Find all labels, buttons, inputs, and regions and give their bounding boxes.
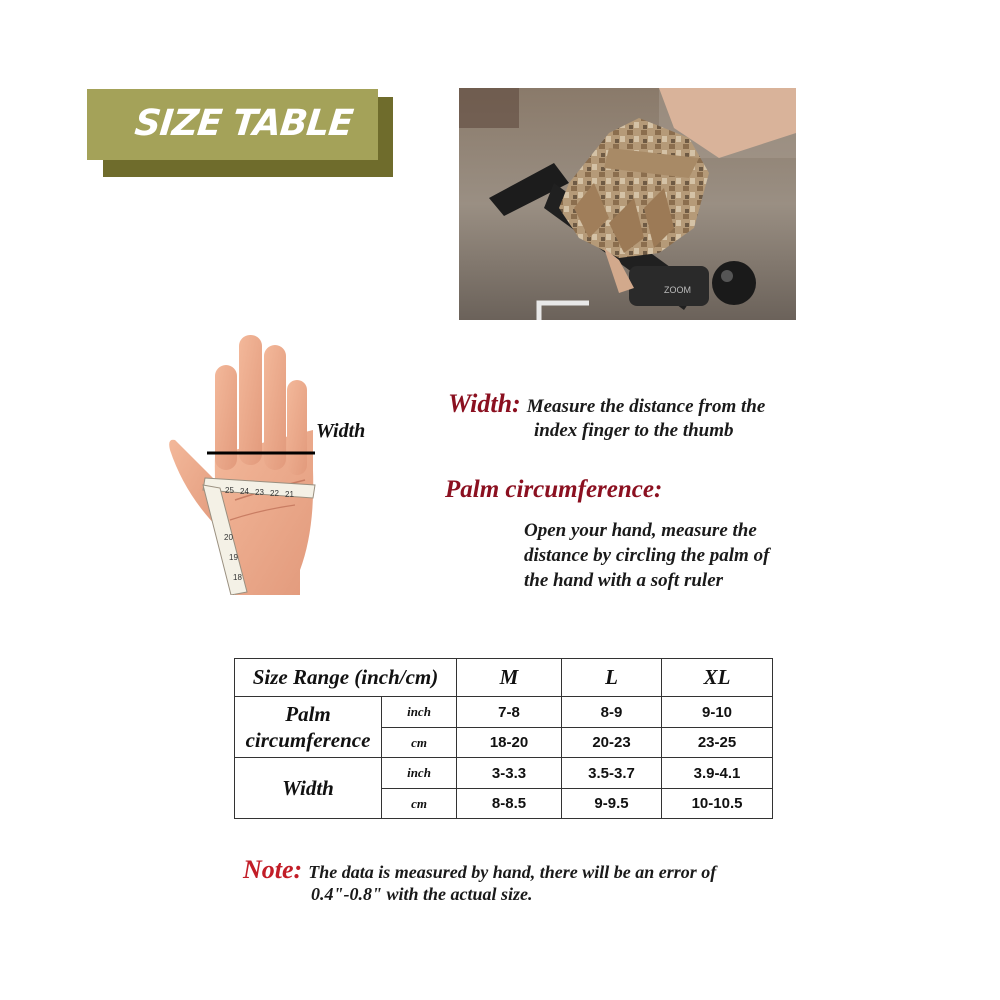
- banner-plate: [87, 89, 378, 160]
- banner-title: SIZE TABLE: [132, 103, 355, 144]
- width-cm-m: 8-8.5: [457, 789, 562, 819]
- tape-number: 24: [240, 487, 249, 496]
- width-inch-xl: 3.9-4.1: [662, 758, 773, 789]
- palm-desc-line: the hand with a soft ruler: [524, 570, 724, 591]
- tape-number: 21: [285, 490, 294, 499]
- glove-product-photo: [459, 88, 796, 320]
- stem-brand-text: ZOOM: [664, 285, 691, 295]
- unit-inch: inch: [382, 758, 457, 789]
- palm-row-label: [235, 697, 382, 758]
- width-desc-line2: index finger to the thumb: [534, 420, 734, 441]
- measurement-note: [243, 855, 716, 885]
- width-instruction: [448, 389, 765, 419]
- note-line1: The data is measured by hand, there will be an error of: [308, 862, 717, 882]
- palm-cm-xl: 23-25: [662, 728, 773, 758]
- note-line2: 0.4"-0.8" with the actual size.: [311, 884, 533, 904]
- width-cm-xl: 10-10.5: [662, 789, 773, 819]
- glove-photo-illustration: [459, 88, 796, 320]
- width-title: Width:: [448, 389, 521, 418]
- size-xl-header: XL: [662, 659, 773, 697]
- palm-desc-line: distance by circling the palm of: [524, 545, 770, 566]
- palm-label-line1: Palm: [285, 702, 331, 726]
- unit-inch: inch: [382, 697, 457, 728]
- palm-label-line2: circumference: [245, 728, 371, 752]
- width-inch-m: 3-3.3: [457, 758, 562, 789]
- table-row: [235, 697, 773, 728]
- width-inch-l: 3.5-3.7: [562, 758, 662, 789]
- size-l-header: L: [562, 659, 662, 697]
- palm-inch-xl: 9-10: [662, 697, 773, 728]
- tape-number: 25: [225, 486, 234, 495]
- tape-number: 19: [229, 553, 238, 562]
- tape-number: 23: [255, 488, 264, 497]
- palm-cm-m: 18-20: [457, 728, 562, 758]
- unit-cm: cm: [382, 789, 457, 819]
- unit-cm: cm: [382, 728, 457, 758]
- hand-width-label: Width: [316, 420, 366, 442]
- palm-cm-l: 20-23: [562, 728, 662, 758]
- tape-number: 20: [224, 533, 233, 542]
- width-cm-l: 9-9.5: [562, 789, 662, 819]
- width-desc-line1: Measure the distance from the: [526, 396, 766, 417]
- palm-desc-line: Open your hand, measure the: [524, 520, 757, 541]
- size-chart-table: [234, 658, 773, 819]
- hand-measurement-illustration: [165, 330, 380, 595]
- table-row: [235, 758, 773, 789]
- size-range-header: Size Range (inch/cm): [235, 659, 457, 697]
- width-row-label: Width: [235, 758, 382, 819]
- tape-number: 18: [233, 573, 242, 582]
- palm-inch-m: 7-8: [457, 697, 562, 728]
- table-header-row: [235, 659, 773, 697]
- palm-inch-l: 8-9: [562, 697, 662, 728]
- size-m-header: M: [457, 659, 562, 697]
- palm-description: [524, 518, 824, 593]
- tape-number: 22: [270, 489, 279, 498]
- palm-title: Palm circumference:: [445, 476, 663, 503]
- hand-icon: [165, 330, 380, 595]
- size-table-banner: [87, 89, 393, 179]
- note-title: Note:: [243, 855, 303, 884]
